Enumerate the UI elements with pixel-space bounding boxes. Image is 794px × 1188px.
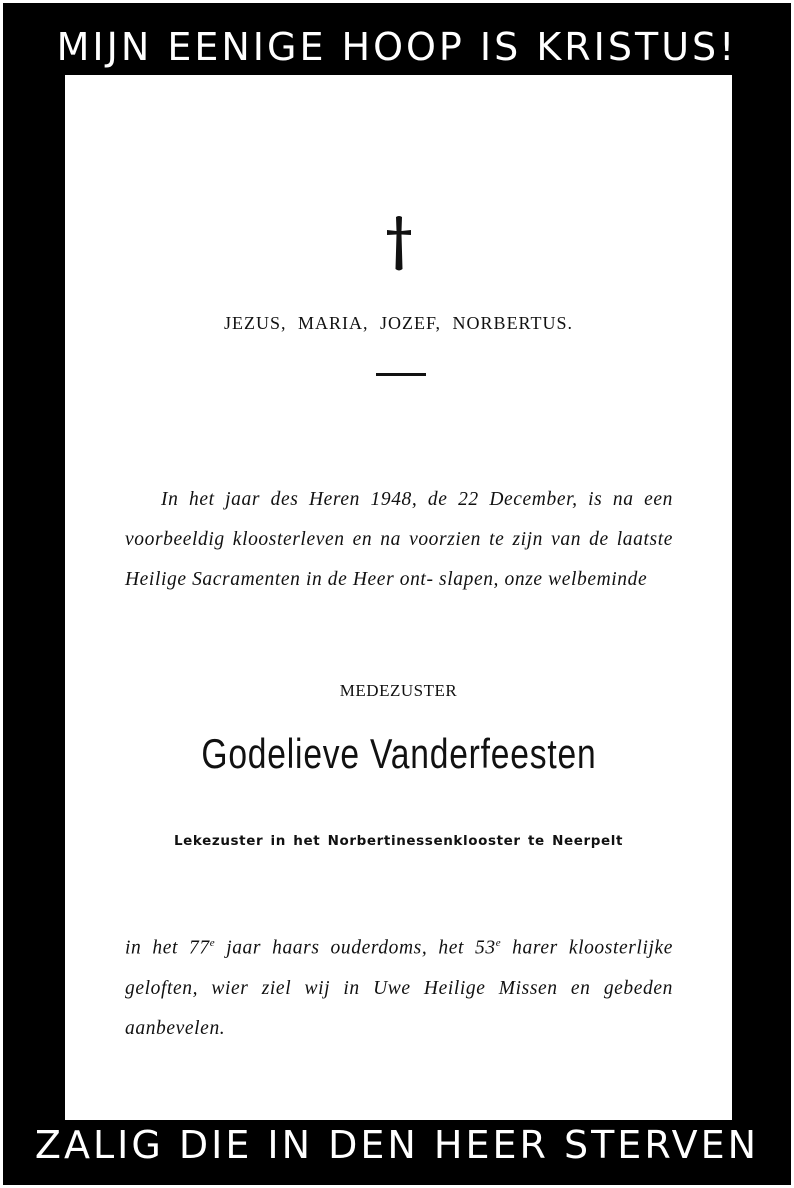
intro-line: na een voorbeeldig kloosterleven en na voorzien te zijn (125, 489, 673, 550)
intro-line: In het jaar des Heren 1948, de 22 December, is (161, 489, 603, 510)
closing-line-start: in het 77 (125, 937, 210, 959)
patron-saints: JEZUS, MARIA, JOZEF, NORBERTUS. (223, 313, 573, 333)
closing-line: Missen en gebeden aanbevelen. (125, 977, 673, 1039)
closing-line: kloosterlijke geloften, wier ziel wij in Uwe Heilige (125, 937, 673, 999)
ordinal-suffix: e (209, 937, 216, 949)
mourning-border (3, 3, 791, 1185)
title-label: MEDEZUSTER (339, 681, 458, 700)
intro-text (125, 480, 673, 600)
intro-line: van de laatste Heilige Sacramenten in de Heer ont- (125, 529, 673, 590)
closing-line-mid: jaar haars ouderdoms, het 53 (215, 937, 496, 959)
closing-line-end: harer (501, 937, 558, 959)
deceased-name-text: Godelieve Vanderfeesten (200, 730, 597, 777)
ordinal-suffix: e (495, 937, 502, 949)
intro-line: slapen, onze welbeminde (439, 569, 648, 590)
footer-motto: ZALIG DIE IN DEN HEER STERVEN (34, 1123, 760, 1167)
cross-icon (65, 215, 732, 278)
role-text: Lekezuster in het Norbertinessenklooster te Neerpelt (173, 833, 624, 849)
divider (376, 373, 426, 376)
header-motto: MIJN EENIGE HOOP IS KRISTUS! (56, 25, 738, 69)
closing-text (125, 923, 673, 1049)
memorial-card (65, 75, 732, 1120)
deceased-name (65, 730, 732, 778)
